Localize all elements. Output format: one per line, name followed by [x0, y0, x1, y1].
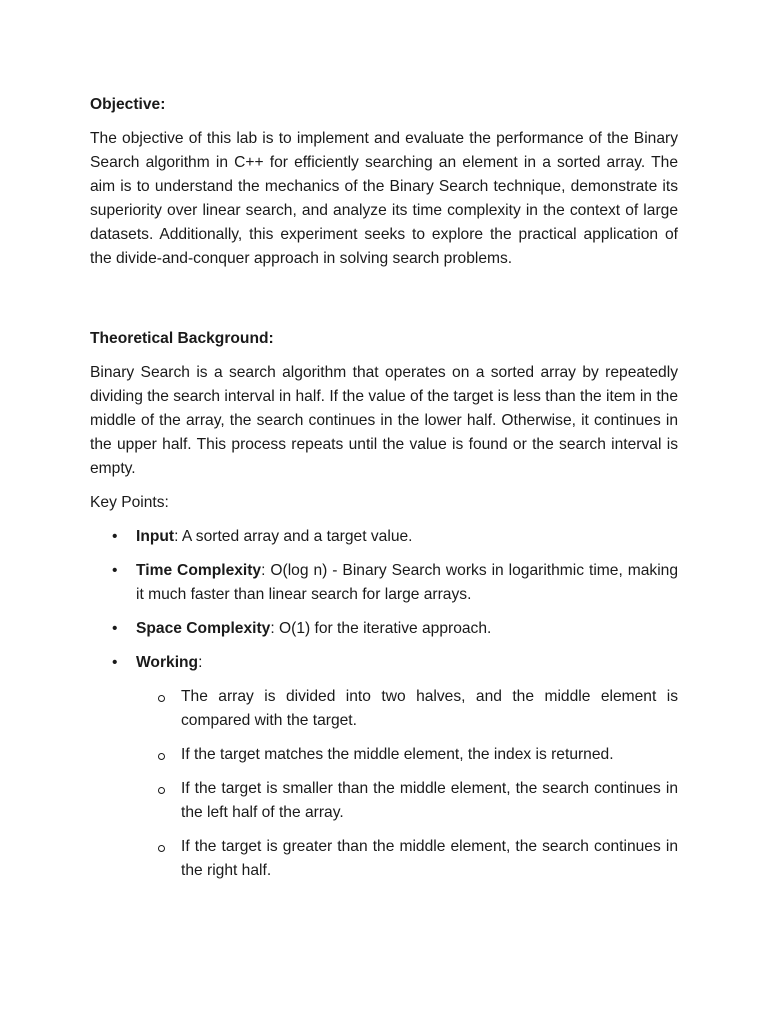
circle-bullet-icon: [158, 845, 165, 852]
list-item-input: [90, 525, 678, 549]
key-points-label: Key Points:: [90, 494, 169, 511]
objective-paragraph: The objective of this lab is to implement and evaluate the performance of the Binary Search algorithm in C++ for efficiently searching an element in a sorted array. The aim is to understand the mechanics of the Binary Search technique, demonstrate its superiority over linear search, and analyze its time complexity in the context of large datasets. Additionally, this experiment seeks to explore the practical application of the divide-and-conquer approach in solving search problems.: [90, 130, 678, 267]
point-term: Time Complexity: [136, 562, 262, 579]
theory-heading: Theoretical Background:: [90, 330, 274, 347]
working-step: [90, 743, 678, 767]
working-step-text: The array is divided into two halves, and the middle element is compared with the target.: [181, 688, 678, 729]
theory-paragraph: Binary Search is a search algorithm that operates on a sorted array by repeatedly dividing the search interval in half. If the value of the target is less than the item in the middle of the array, the search continues in the lower half. Otherwise, it continues in the upper half. This process repeats until the value is found or the search interval is empty.: [90, 364, 678, 477]
list-item-time-complexity: [90, 559, 678, 607]
bullet-icon: •: [112, 654, 118, 671]
circle-bullet-icon: [158, 753, 165, 760]
document-page: [90, 93, 678, 893]
bullet-icon: •: [112, 620, 118, 637]
point-term: Working: [136, 654, 199, 671]
point-term: Space Complexity: [136, 620, 271, 637]
point-text: :: [198, 654, 203, 671]
working-step: [90, 777, 678, 825]
list-item-space-complexity: [90, 617, 678, 641]
point-term: Input: [136, 528, 175, 545]
list-item-working: [90, 651, 678, 883]
objective-heading: Objective:: [90, 96, 166, 113]
bullet-icon: •: [112, 528, 118, 545]
working-steps-list: [136, 685, 678, 883]
point-text: : O(1) for the iterative approach.: [270, 620, 492, 637]
point-text: : O(log n) - Binary Search works in logarithmic time, making it much faster than linear search for large arrays.: [136, 562, 679, 603]
circle-bullet-icon: [158, 787, 165, 794]
working-step: [90, 685, 678, 733]
working-step-text: If the target matches the middle element, the index is returned.: [181, 746, 614, 763]
point-text: : A sorted array and a target value.: [174, 528, 413, 545]
bullet-icon: •: [112, 562, 118, 579]
key-points-list: [90, 525, 678, 883]
circle-bullet-icon: [158, 695, 165, 702]
working-step-text: If the target is smaller than the middle element, the search continues in the left half of the array.: [181, 780, 678, 821]
working-step: [90, 835, 678, 883]
working-step-text: If the target is greater than the middle element, the search continues in the right half.: [181, 838, 678, 879]
